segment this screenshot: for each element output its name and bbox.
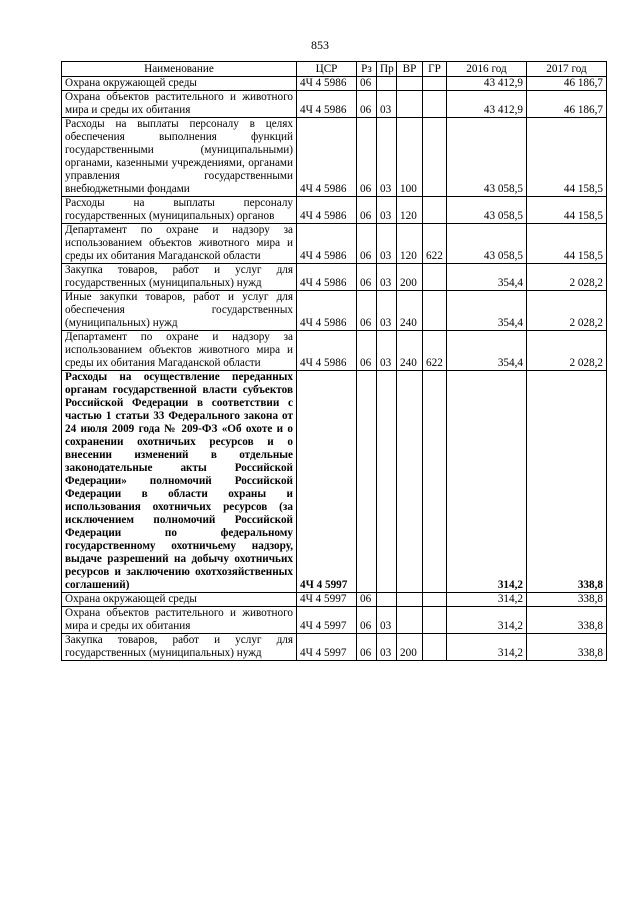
row-vr <box>397 607 423 634</box>
row-name: Закупка товаров, работ и услуг для государственных (муниципальных) нужд <box>62 264 297 291</box>
page-number: 853 <box>311 38 329 52</box>
row-csr: 4Ч 4 5997 <box>297 634 357 661</box>
row-name: Департамент по охране и надзору за использованием объектов животного мира и среды их обитания Магаданской области <box>62 331 297 371</box>
row-name: Иные закупки товаров, работ и услуг для обеспечения государственных (муниципальных) нужд <box>62 291 297 331</box>
row-pr <box>377 593 397 607</box>
header-name: Наименование <box>62 62 297 77</box>
row-rz: 06 <box>357 291 377 331</box>
row-rz: 06 <box>357 331 377 371</box>
row-2016: 43 412,9 <box>447 77 527 91</box>
row-gr <box>423 77 447 91</box>
row-vr <box>397 91 423 118</box>
row-csr: 4Ч 4 5986 <box>297 291 357 331</box>
row-2017: 44 158,5 <box>527 224 607 264</box>
row-rz: 06 <box>357 77 377 91</box>
row-rz: 06 <box>357 224 377 264</box>
row-gr <box>423 91 447 118</box>
row-2016: 314,2 <box>447 634 527 661</box>
header-2017: 2017 год <box>527 62 607 77</box>
row-2016: 43 412,9 <box>447 91 527 118</box>
row-csr: 4Ч 4 5986 <box>297 197 357 224</box>
row-vr <box>397 77 423 91</box>
row-vr: 100 <box>397 118 423 197</box>
row-vr: 120 <box>397 224 423 264</box>
row-2016: 43 058,5 <box>447 224 527 264</box>
table-row <box>62 224 607 264</box>
row-gr: 622 <box>423 331 447 371</box>
row-rz: 06 <box>357 91 377 118</box>
row-rz: 06 <box>357 634 377 661</box>
row-rz: 06 <box>357 607 377 634</box>
row-vr: 200 <box>397 264 423 291</box>
row-2017: 2 028,2 <box>527 264 607 291</box>
row-pr: 03 <box>377 291 397 331</box>
row-pr: 03 <box>377 118 397 197</box>
row-gr <box>423 371 447 593</box>
header-gr: ГР <box>423 62 447 77</box>
row-csr: 4Ч 4 5986 <box>297 118 357 197</box>
row-vr <box>397 371 423 593</box>
row-2017: 338,8 <box>527 634 607 661</box>
row-vr: 240 <box>397 331 423 371</box>
row-pr: 03 <box>377 197 397 224</box>
table-row <box>62 371 607 593</box>
header-rz: Рз <box>357 62 377 77</box>
row-vr <box>397 593 423 607</box>
row-gr <box>423 264 447 291</box>
table-row <box>62 291 607 331</box>
row-gr <box>423 607 447 634</box>
row-pr: 03 <box>377 634 397 661</box>
row-gr: 622 <box>423 224 447 264</box>
row-rz: 06 <box>357 197 377 224</box>
row-pr: 03 <box>377 91 397 118</box>
row-pr: 03 <box>377 331 397 371</box>
row-pr: 03 <box>377 607 397 634</box>
row-2016: 314,2 <box>447 371 527 593</box>
row-2017: 2 028,2 <box>527 331 607 371</box>
row-pr: 03 <box>377 224 397 264</box>
row-csr: 4Ч 4 5986 <box>297 264 357 291</box>
row-name: Охрана объектов растительного и животного мира и среды их обитания <box>62 607 297 634</box>
row-rz <box>357 371 377 593</box>
table-row <box>62 593 607 607</box>
header-vr: ВР <box>397 62 423 77</box>
row-2016: 354,4 <box>447 291 527 331</box>
row-name: Охрана объектов растительного и животного мира и среды их обитания <box>62 91 297 118</box>
table-header-row <box>62 62 607 77</box>
row-name: Охрана окружающей среды <box>62 77 297 91</box>
row-csr: 4Ч 4 5997 <box>297 371 357 593</box>
table-row <box>62 607 607 634</box>
table-row <box>62 118 607 197</box>
row-2016: 354,4 <box>447 331 527 371</box>
row-gr <box>423 197 447 224</box>
row-rz: 06 <box>357 593 377 607</box>
row-2016: 43 058,5 <box>447 118 527 197</box>
row-2017: 2 028,2 <box>527 291 607 331</box>
row-name: Охрана окружающей среды <box>62 593 297 607</box>
row-gr <box>423 118 447 197</box>
row-vr: 200 <box>397 634 423 661</box>
row-2017: 44 158,5 <box>527 197 607 224</box>
row-gr <box>423 634 447 661</box>
table-row <box>62 197 607 224</box>
row-pr: 03 <box>377 264 397 291</box>
row-csr: 4Ч 4 5997 <box>297 607 357 634</box>
row-gr <box>423 291 447 331</box>
row-name: Расходы на выплаты персоналу в целях обеспечения выполнения функций государственными (муниципальными) органами, казенными учреждениями, органами управления государственными внебюджетными фондами <box>62 118 297 197</box>
table-row <box>62 264 607 291</box>
row-csr: 4Ч 4 5986 <box>297 224 357 264</box>
row-2016: 43 058,5 <box>447 197 527 224</box>
row-name: Расходы на выплаты персоналу государственных (муниципальных) органов <box>62 197 297 224</box>
row-2017: 338,8 <box>527 607 607 634</box>
row-name: Расходы на осуществление переданных органам государственной власти субъектов Российской Федерации в соответствии с частью 1 статьи 33 Федерального закона от 24 июля 2009 года № 209-ФЗ «Об охоте и о сохранении охотничьих ресурсов и о внесении изменений в отдельные законодательные акты Российской Федерации» полномочий Российской Федерации в области охраны и использования охотничьих ресурсов (за исключением полномочий Российской Федерации по федеральному государственному охотничьему надзору, выдаче разрешений на добычу охотничьих ресурсов и заключению охотхозяйственных соглашений) <box>62 371 297 593</box>
row-vr: 120 <box>397 197 423 224</box>
row-vr: 240 <box>397 291 423 331</box>
row-rz: 06 <box>357 264 377 291</box>
row-2017: 338,8 <box>527 593 607 607</box>
row-2017: 46 186,7 <box>527 77 607 91</box>
row-pr <box>377 371 397 593</box>
row-pr <box>377 77 397 91</box>
row-2017: 338,8 <box>527 371 607 593</box>
row-2016: 354,4 <box>447 264 527 291</box>
header-pr: Пр <box>377 62 397 77</box>
table-row <box>62 634 607 661</box>
row-gr <box>423 593 447 607</box>
header-csr: ЦСР <box>297 62 357 77</box>
table-row <box>62 331 607 371</box>
row-name: Закупка товаров, работ и услуг для государственных (муниципальных) нужд <box>62 634 297 661</box>
row-csr: 4Ч 4 5997 <box>297 593 357 607</box>
row-csr: 4Ч 4 5986 <box>297 91 357 118</box>
row-rz: 06 <box>357 118 377 197</box>
row-name: Департамент по охране и надзору за использованием объектов животного мира и среды их обитания Магаданской области <box>62 224 297 264</box>
header-2016: 2016 год <box>447 62 527 77</box>
row-2017: 44 158,5 <box>527 118 607 197</box>
row-2016: 314,2 <box>447 593 527 607</box>
table-row <box>62 91 607 118</box>
row-2017: 46 186,7 <box>527 91 607 118</box>
row-2016: 314,2 <box>447 607 527 634</box>
table-row <box>62 77 607 91</box>
row-csr: 4Ч 4 5986 <box>297 331 357 371</box>
row-csr: 4Ч 4 5986 <box>297 77 357 91</box>
budget-table <box>61 61 607 661</box>
